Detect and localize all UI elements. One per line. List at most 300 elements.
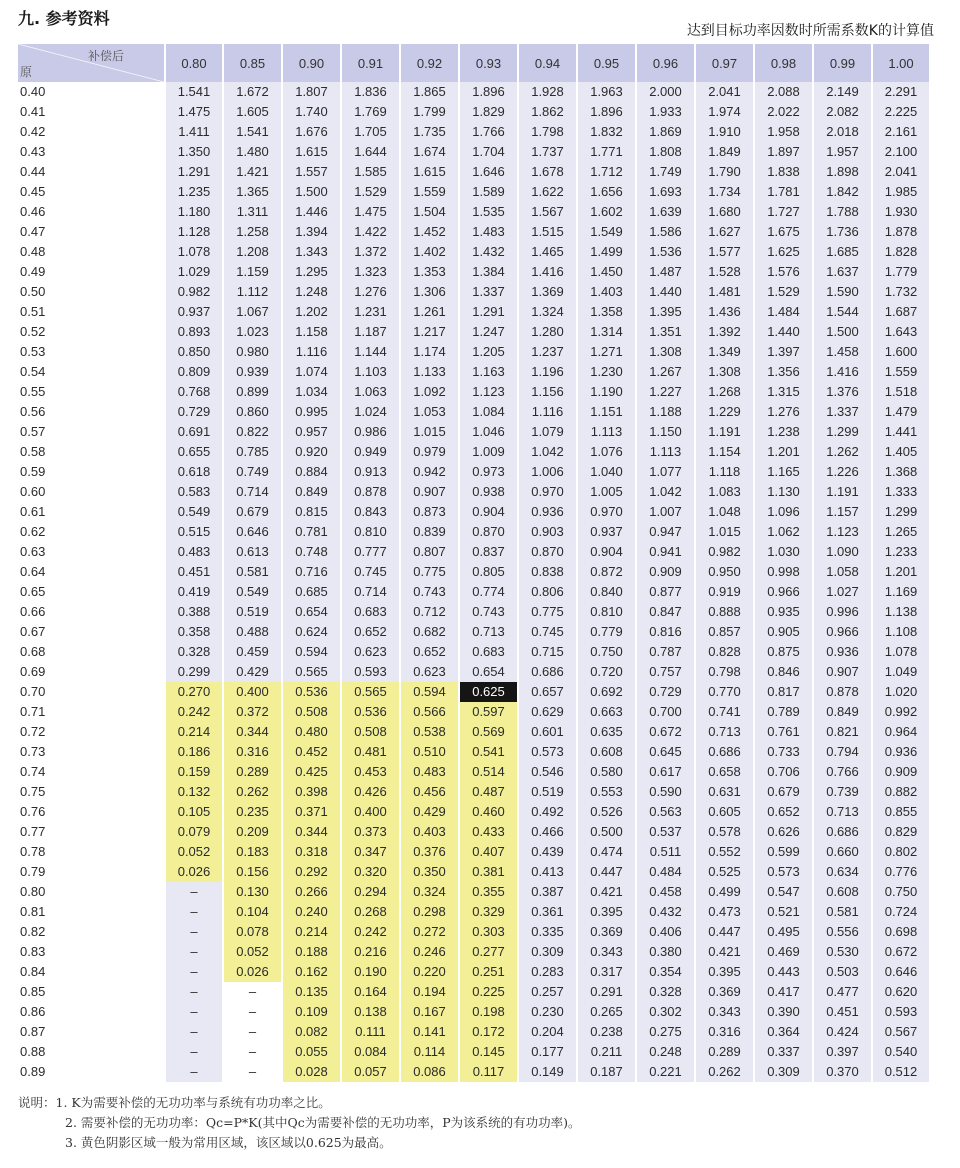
k-value-cell: 0.838 <box>517 562 576 582</box>
k-value-cell: 0.238 <box>576 1022 635 1042</box>
k-value-cell: 0.631 <box>694 782 753 802</box>
k-value-cell: – <box>222 1042 281 1062</box>
k-value-cell: 1.337 <box>812 402 871 422</box>
k-value-cell: 0.337 <box>753 1042 812 1062</box>
k-value-cell: 0.419 <box>164 582 222 602</box>
k-value-cell: 0.635 <box>576 722 635 742</box>
k-value-cell: 0.172 <box>458 1022 517 1042</box>
k-value-cell: 1.529 <box>340 182 399 202</box>
table-row <box>18 802 929 822</box>
k-value-cell: 1.084 <box>458 402 517 422</box>
k-value-cell: 0.537 <box>635 822 694 842</box>
k-value-cell: 0.291 <box>576 982 635 1002</box>
k-value-cell: – <box>222 1062 281 1082</box>
k-value-cell: 1.356 <box>753 362 812 382</box>
k-value-cell: 0.805 <box>458 562 517 582</box>
k-value-cell: 0.132 <box>164 782 222 802</box>
k-value-cell: 0.829 <box>871 822 929 842</box>
k-value-cell: 0.966 <box>753 582 812 602</box>
k-value-cell: 0.204 <box>517 1022 576 1042</box>
k-value-cell: 1.314 <box>576 322 635 342</box>
k-value-cell: 0.316 <box>694 1022 753 1042</box>
k-value-cell: 0.682 <box>399 622 458 642</box>
k-value-cell: 0.328 <box>164 642 222 662</box>
k-value-cell: 1.191 <box>694 422 753 442</box>
k-value-cell: 0.220 <box>399 962 458 982</box>
original-pf-cell: 0.61 <box>18 502 164 522</box>
k-value-cell: 0.652 <box>340 622 399 642</box>
k-value-cell: 0.086 <box>399 1062 458 1082</box>
k-value-cell: 0.183 <box>222 842 281 862</box>
k-value-cell: 1.308 <box>694 362 753 382</box>
k-value-cell: 0.646 <box>222 522 281 542</box>
k-value-cell: 0.372 <box>222 702 281 722</box>
k-value-cell: 0.556 <box>812 922 871 942</box>
original-pf-cell: 0.87 <box>18 1022 164 1042</box>
k-value-cell: 1.048 <box>694 502 753 522</box>
k-value-cell: 1.295 <box>281 262 340 282</box>
k-value-cell: 1.862 <box>517 102 576 122</box>
k-value-cell: 0.750 <box>576 642 635 662</box>
k-value-cell: 1.832 <box>576 122 635 142</box>
k-value-cell: 0.309 <box>753 1062 812 1082</box>
k-value-cell: 2.161 <box>871 122 929 142</box>
k-value-cell: 1.479 <box>871 402 929 422</box>
k-value-cell: 0.376 <box>399 842 458 862</box>
k-value-cell: 1.311 <box>222 202 281 222</box>
original-pf-cell: 0.40 <box>18 82 164 102</box>
k-value-cell: 0.766 <box>812 762 871 782</box>
original-pf-cell: 0.65 <box>18 582 164 602</box>
k-value-cell: 0.413 <box>517 862 576 882</box>
target-pf-header: 0.90 <box>281 44 340 82</box>
k-value-cell: 0.970 <box>576 502 635 522</box>
original-pf-cell: 0.73 <box>18 742 164 762</box>
k-value-cell: 1.201 <box>753 442 812 462</box>
k-value-cell: 1.076 <box>576 442 635 462</box>
k-value-cell: 1.515 <box>517 222 576 242</box>
k-value-cell: 1.790 <box>694 162 753 182</box>
k-value-cell: 0.745 <box>340 562 399 582</box>
table-row <box>18 502 929 522</box>
table-row <box>18 182 929 202</box>
k-value-cell: 1.441 <box>871 422 929 442</box>
k-value-cell: 0.318 <box>281 842 340 862</box>
k-value-cell: 1.078 <box>164 242 222 262</box>
k-value-cell: 0.536 <box>340 702 399 722</box>
k-value-cell: 0.177 <box>517 1042 576 1062</box>
k-value-cell: 1.096 <box>753 502 812 522</box>
original-pf-cell: 0.71 <box>18 702 164 722</box>
original-pf-cell: 0.45 <box>18 182 164 202</box>
k-value-cell: 0.847 <box>635 602 694 622</box>
k-value-cell: 0.745 <box>517 622 576 642</box>
k-value-cell: 0.774 <box>458 582 517 602</box>
table-row <box>18 262 929 282</box>
k-value-cell: 0.608 <box>812 882 871 902</box>
k-value-cell: 1.500 <box>812 322 871 342</box>
original-pf-cell: 0.54 <box>18 362 164 382</box>
k-value-cell: 0.078 <box>222 922 281 942</box>
k-value-cell: 0.849 <box>812 702 871 722</box>
original-pf-cell: 0.88 <box>18 1042 164 1062</box>
k-value-cell: 0.487 <box>458 782 517 802</box>
k-value-cell: 1.567 <box>517 202 576 222</box>
k-value-cell: 0.770 <box>694 682 753 702</box>
k-value-cell: 1.116 <box>517 402 576 422</box>
k-value-cell: 0.483 <box>164 542 222 562</box>
original-pf-cell: 0.82 <box>18 922 164 942</box>
k-value-cell: 1.233 <box>871 542 929 562</box>
k-value-cell: 1.481 <box>694 282 753 302</box>
k-value-cell: 1.191 <box>812 482 871 502</box>
k-value-cell: 0.645 <box>635 742 694 762</box>
k-value-cell: 0.214 <box>164 722 222 742</box>
k-value-cell: 1.258 <box>222 222 281 242</box>
k-value-cell: 0.729 <box>164 402 222 422</box>
k-value-cell: 1.165 <box>753 462 812 482</box>
k-value-cell: 1.779 <box>871 262 929 282</box>
k-value-cell: 1.440 <box>635 282 694 302</box>
k-value-cell: 1.535 <box>458 202 517 222</box>
original-pf-cell: 0.56 <box>18 402 164 422</box>
original-pf-cell: 0.74 <box>18 762 164 782</box>
k-value-cell: 0.700 <box>635 702 694 722</box>
target-pf-header: 0.97 <box>694 44 753 82</box>
k-value-cell: 0.957 <box>281 422 340 442</box>
k-value-cell: 0.873 <box>399 502 458 522</box>
k-value-cell: 1.261 <box>399 302 458 322</box>
k-value-cell: 1.046 <box>458 422 517 442</box>
k-value-cell: 0.400 <box>340 802 399 822</box>
k-value-cell: 0.620 <box>871 982 929 1002</box>
k-value-cell: 0.429 <box>222 662 281 682</box>
table-row <box>18 522 929 542</box>
k-value-cell: 0.877 <box>635 582 694 602</box>
k-value-cell: 1.712 <box>576 162 635 182</box>
k-value-cell: 1.202 <box>281 302 340 322</box>
k-value-cell: 1.156 <box>517 382 576 402</box>
k-value-cell: 0.580 <box>576 762 635 782</box>
k-value-cell: 2.041 <box>871 162 929 182</box>
table-row <box>18 962 929 982</box>
k-value-cell: 0.447 <box>694 922 753 942</box>
note-1: 1. K为需要补偿的无功功率与系统有功功率之比。 <box>55 1095 331 1110</box>
original-pf-cell: 0.59 <box>18 462 164 482</box>
k-value-cell: 0.964 <box>871 722 929 742</box>
k-value-cell: 1.276 <box>340 282 399 302</box>
original-pf-cell: 0.46 <box>18 202 164 222</box>
k-value-cell: 0.246 <box>399 942 458 962</box>
k-value-cell: 0.211 <box>576 1042 635 1062</box>
k-value-cell: – <box>164 1022 222 1042</box>
k-value-cell: 0.344 <box>222 722 281 742</box>
k-value-cell: 1.637 <box>812 262 871 282</box>
k-value-cell: 1.227 <box>635 382 694 402</box>
k-value-cell: 0.995 <box>281 402 340 422</box>
k-value-cell: 0.552 <box>694 842 753 862</box>
k-value-cell: 0.821 <box>812 722 871 742</box>
k-value-cell: 0.395 <box>576 902 635 922</box>
k-value-cell: 1.299 <box>871 502 929 522</box>
k-value-cell: 0.679 <box>753 782 812 802</box>
k-value-cell: 1.639 <box>635 202 694 222</box>
k-value-cell: 0.920 <box>281 442 340 462</box>
k-value-cell: 1.586 <box>635 222 694 242</box>
k-value-cell: 0.500 <box>576 822 635 842</box>
table-row <box>18 142 929 162</box>
k-value-cell: 0.979 <box>399 442 458 462</box>
table-row <box>18 242 929 262</box>
k-value-cell: 0.597 <box>458 702 517 722</box>
k-value-cell: 2.149 <box>812 82 871 102</box>
k-value-cell: 0.941 <box>635 542 694 562</box>
k-value-cell: 2.291 <box>871 82 929 102</box>
table-row <box>18 222 929 242</box>
k-value-cell: 0.262 <box>694 1062 753 1082</box>
table-row <box>18 742 929 762</box>
k-value-cell: 1.732 <box>871 282 929 302</box>
k-value-cell: 1.103 <box>340 362 399 382</box>
original-pf-cell: 0.81 <box>18 902 164 922</box>
k-value-cell: 1.798 <box>517 122 576 142</box>
k-value-cell: 0.289 <box>694 1042 753 1062</box>
k-value-cell: 0.605 <box>694 802 753 822</box>
k-value-cell: 1.605 <box>222 102 281 122</box>
k-value-cell: 0.624 <box>281 622 340 642</box>
k-value-cell: 0.540 <box>871 1042 929 1062</box>
k-value-cell: 1.067 <box>222 302 281 322</box>
k-value-cell: 0.733 <box>753 742 812 762</box>
k-value-cell: 0.186 <box>164 742 222 762</box>
original-pf-cell: 0.53 <box>18 342 164 362</box>
k-value-cell: 0.369 <box>576 922 635 942</box>
k-value-cell: 0.421 <box>576 882 635 902</box>
k-value-cell: 1.541 <box>164 82 222 102</box>
k-value-cell: – <box>164 902 222 922</box>
k-value-cell: 0.601 <box>517 722 576 742</box>
k-value-cell: 0.473 <box>694 902 753 922</box>
k-value-cell: 1.237 <box>517 342 576 362</box>
k-value-cell: 0.057 <box>340 1062 399 1082</box>
k-value-cell: 0.451 <box>164 562 222 582</box>
target-pf-header: 0.92 <box>399 44 458 82</box>
k-value-cell: 0.403 <box>399 822 458 842</box>
k-value-cell: 0.761 <box>753 722 812 742</box>
target-pf-header: 0.91 <box>340 44 399 82</box>
k-value-cell: 0.672 <box>871 942 929 962</box>
k-value-cell: 0.947 <box>635 522 694 542</box>
k-value-cell: 1.842 <box>812 182 871 202</box>
k-value-cell: 1.063 <box>340 382 399 402</box>
target-pf-header: 0.98 <box>753 44 812 82</box>
k-value-cell: 0.713 <box>812 802 871 822</box>
k-value-cell: 0.355 <box>458 882 517 902</box>
note-3: 3. 黄色阴影区域一般为常用区域，该区域以0.625为最高。 <box>65 1135 392 1150</box>
k-value-cell: 0.870 <box>517 542 576 562</box>
k-value-cell: 0.395 <box>694 962 753 982</box>
k-value-cell: 0.235 <box>222 802 281 822</box>
k-value-cell: 1.268 <box>694 382 753 402</box>
k-value-cell: 0.149 <box>517 1062 576 1082</box>
k-value-cell: 0.685 <box>281 582 340 602</box>
k-value-cell: 0.775 <box>517 602 576 622</box>
k-value-cell: 1.644 <box>340 142 399 162</box>
original-pf-cell: 0.77 <box>18 822 164 842</box>
original-pf-cell: 0.48 <box>18 242 164 262</box>
k-value-cell: 0.109 <box>281 1002 340 1022</box>
k-value-cell: – <box>164 962 222 982</box>
table-row <box>18 562 929 582</box>
k-value-cell: 0.581 <box>812 902 871 922</box>
table-row <box>18 702 929 722</box>
k-value-cell: 0.712 <box>399 602 458 622</box>
k-value-cell: 0.573 <box>753 862 812 882</box>
k-value-cell: 1.958 <box>753 122 812 142</box>
k-value-cell: 1.625 <box>753 242 812 262</box>
k-value-cell: 0.806 <box>517 582 576 602</box>
k-value-cell: – <box>164 1002 222 1022</box>
k-value-cell: 0.164 <box>340 982 399 1002</box>
table-row <box>18 622 929 642</box>
original-pf-cell: 0.58 <box>18 442 164 462</box>
k-value-cell: 1.118 <box>694 462 753 482</box>
table-row <box>18 442 929 462</box>
k-value-cell: 1.672 <box>222 82 281 102</box>
k-value-cell: 0.499 <box>694 882 753 902</box>
k-value-cell: 1.896 <box>576 102 635 122</box>
k-value-cell: 0.347 <box>340 842 399 862</box>
k-value-cell: 0.938 <box>458 482 517 502</box>
k-value-cell: 0.397 <box>812 1042 871 1062</box>
k-value-cell: 1.353 <box>399 262 458 282</box>
k-value-cell: 0.909 <box>871 762 929 782</box>
k-value-cell: 0.816 <box>635 622 694 642</box>
k-value-cell: 0.481 <box>340 742 399 762</box>
k-value-cell: 0.837 <box>458 542 517 562</box>
table-row <box>18 662 929 682</box>
k-value-cell: 0.878 <box>340 482 399 502</box>
k-value-cell: 0.484 <box>635 862 694 882</box>
k-value-cell: 1.230 <box>576 362 635 382</box>
k-value-cell: 0.546 <box>517 762 576 782</box>
k-value-cell: – <box>164 1042 222 1062</box>
k-value-cell: 0.815 <box>281 502 340 522</box>
k-value-cell: 1.005 <box>576 482 635 502</box>
k-value-cell: 0.741 <box>694 702 753 722</box>
k-value-cell: 1.411 <box>164 122 222 142</box>
k-value-cell: 1.416 <box>517 262 576 282</box>
k-value-cell: 1.090 <box>812 542 871 562</box>
k-value-cell: 0.939 <box>222 362 281 382</box>
k-value-cell: 1.308 <box>635 342 694 362</box>
k-value-cell: 0.986 <box>340 422 399 442</box>
k-value-cell: 1.376 <box>812 382 871 402</box>
k-value-cell: 0.846 <box>753 662 812 682</box>
k-value-cell: 0.553 <box>576 782 635 802</box>
k-value-cell: 0.810 <box>576 602 635 622</box>
k-value-cell: 0.843 <box>340 502 399 522</box>
table-row <box>18 162 929 182</box>
k-value-cell: 1.544 <box>812 302 871 322</box>
k-value-cell: 0.777 <box>340 542 399 562</box>
k-value-cell: – <box>164 882 222 902</box>
k-value-cell: 0.840 <box>576 582 635 602</box>
table-row <box>18 482 929 502</box>
k-value-cell: – <box>164 1062 222 1082</box>
k-value-cell: 1.323 <box>340 262 399 282</box>
k-value-cell: 0.599 <box>753 842 812 862</box>
k-value-cell: 1.009 <box>458 442 517 462</box>
k-value-cell: – <box>222 1002 281 1022</box>
k-value-cell: 0.652 <box>753 802 812 822</box>
k-value-cell: 1.828 <box>871 242 929 262</box>
k-value-cell: 0.262 <box>222 782 281 802</box>
k-value-cell: 1.559 <box>399 182 458 202</box>
k-value-cell: 0.277 <box>458 942 517 962</box>
k-value-cell: 0.302 <box>635 1002 694 1022</box>
k-value-cell: 0.563 <box>635 802 694 822</box>
k-value-cell: 0.320 <box>340 862 399 882</box>
k-value-cell: 1.235 <box>164 182 222 202</box>
k-value-cell: 1.187 <box>340 322 399 342</box>
k-value-cell: 0.508 <box>340 722 399 742</box>
k-value-cell: 1.528 <box>694 262 753 282</box>
table-row <box>18 682 929 702</box>
k-value-cell: 0.268 <box>340 902 399 922</box>
notes-label: 说明： <box>18 1095 56 1110</box>
table-row <box>18 922 929 942</box>
k-value-cell: 0.566 <box>399 702 458 722</box>
k-value-cell: 0.549 <box>164 502 222 522</box>
k-value-cell: 0.581 <box>222 562 281 582</box>
k-value-cell: 0.652 <box>399 642 458 662</box>
table-row <box>18 902 929 922</box>
compensated-label: 补偿后 <box>87 49 124 63</box>
table-row <box>18 942 929 962</box>
k-value-cell: 1.749 <box>635 162 694 182</box>
table-row <box>18 342 929 362</box>
k-value-cell: 0.949 <box>340 442 399 462</box>
k-value-cell: 1.299 <box>812 422 871 442</box>
original-pf-cell: 0.63 <box>18 542 164 562</box>
k-value-cell: 1.446 <box>281 202 340 222</box>
k-value-cell: 1.897 <box>753 142 812 162</box>
k-value-cell: 0.538 <box>399 722 458 742</box>
k-value-cell: 0.567 <box>871 1022 929 1042</box>
k-value-cell: 0.679 <box>222 502 281 522</box>
k-value-cell: 1.957 <box>812 142 871 162</box>
k-value-cell: 1.436 <box>694 302 753 322</box>
k-value-cell: 0.316 <box>222 742 281 762</box>
k-value-cell: 1.416 <box>812 362 871 382</box>
k-value-cell: 0.919 <box>694 582 753 602</box>
k-value-cell: 1.049 <box>871 662 929 682</box>
section-heading: 九. 参考资料 <box>18 9 110 28</box>
k-value-cell: 1.735 <box>399 122 458 142</box>
k-value-cell: 1.475 <box>340 202 399 222</box>
k-value-cell: 2.000 <box>635 82 694 102</box>
k-value-cell: 1.163 <box>458 362 517 382</box>
target-pf-header: 0.95 <box>576 44 635 82</box>
k-value-cell: 0.794 <box>812 742 871 762</box>
k-value-cell: 0.130 <box>222 882 281 902</box>
k-value-cell: 2.018 <box>812 122 871 142</box>
k-value-cell: 0.188 <box>281 942 340 962</box>
k-value-cell: 0.519 <box>222 602 281 622</box>
k-value-cell: 1.766 <box>458 122 517 142</box>
k-value-cell: 0.364 <box>753 1022 812 1042</box>
